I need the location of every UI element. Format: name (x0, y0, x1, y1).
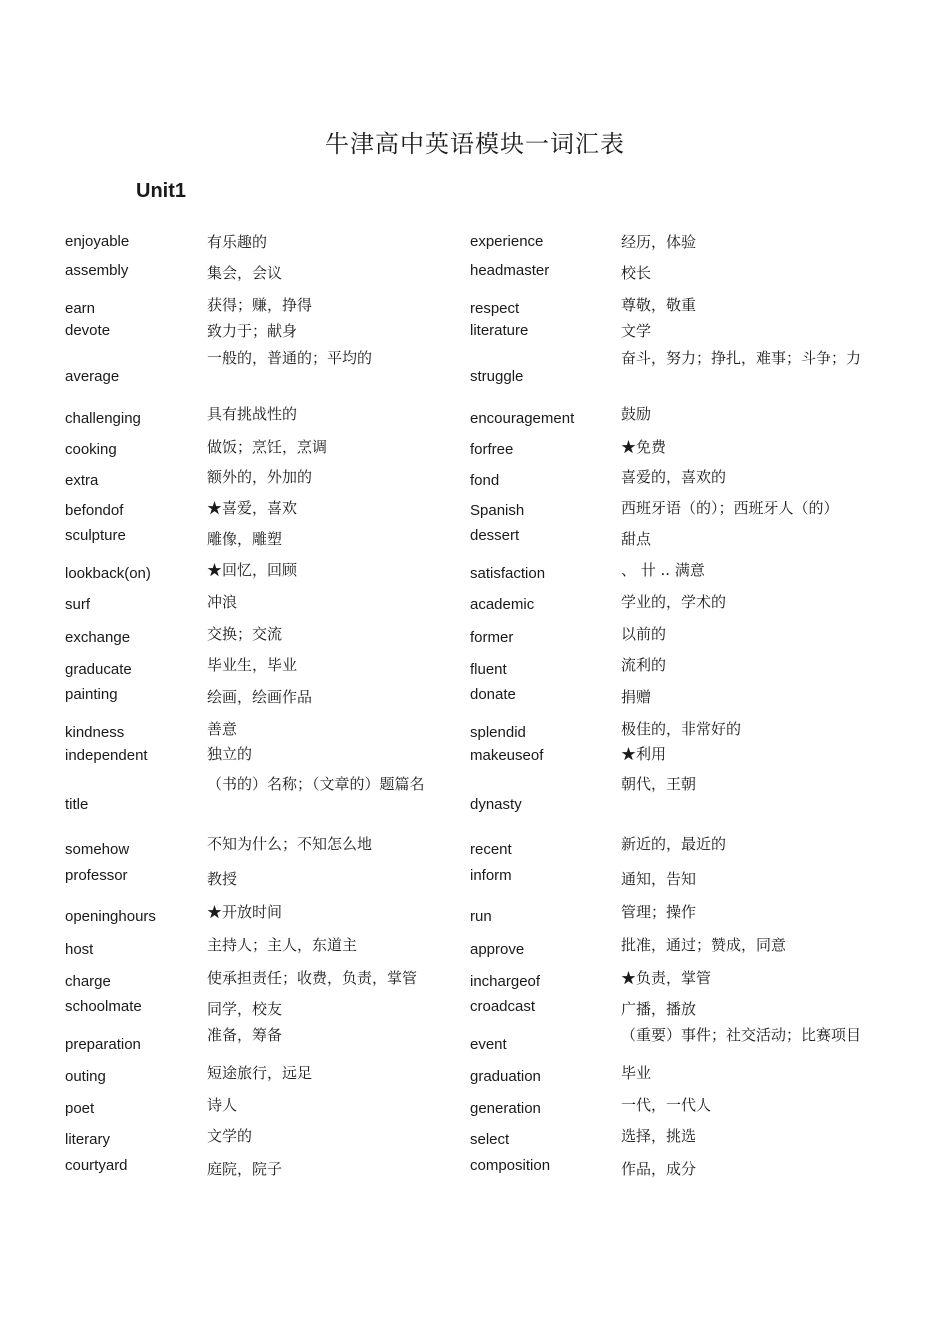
right-chinese-meaning: 作品，成分 (621, 1160, 697, 1178)
left-english-word: host (65, 941, 94, 958)
left-chinese-meaning: 做饭；烹饪，烹调 (207, 438, 328, 456)
right-english-word: encouragement (470, 410, 575, 427)
left-chinese-meaning: 独立的 (207, 745, 253, 763)
right-english-word: satisfaction (470, 565, 546, 582)
right-english-word: headmaster (470, 262, 550, 279)
right-chinese-meaning: 校长 (621, 264, 652, 282)
right-english-word: croadcast (470, 998, 536, 1015)
right-english-word: respect (470, 300, 520, 317)
right-english-word: academic (470, 596, 535, 613)
left-chinese-meaning: 获得；赚，挣得 (207, 296, 313, 314)
left-english-word: enjoyable (65, 233, 130, 250)
left-english-word: courtyard (65, 1157, 128, 1174)
left-chinese-meaning: 具有挑战性的 (207, 405, 298, 423)
left-chinese-meaning: 同学，校友 (207, 1000, 283, 1018)
right-chinese-meaning: 西班牙语（的）；西班牙人（的） (621, 499, 839, 517)
left-english-word: lookback(on) (65, 565, 151, 582)
right-english-word: experience (470, 233, 544, 250)
left-english-word: charge (65, 973, 111, 990)
left-chinese-meaning: ★喜爱，喜欢 (207, 499, 298, 517)
right-english-word: donate (470, 686, 516, 703)
right-chinese-meaning: 批准，通过；赞成，同意 (621, 936, 787, 954)
right-chinese-meaning: 极佳的，非常好的 (621, 720, 742, 738)
right-english-word: generation (470, 1100, 541, 1117)
left-english-word: openinghours (65, 908, 156, 925)
left-chinese-meaning: 绘画，绘画作品 (207, 688, 313, 706)
right-chinese-meaning: 通知，告知 (621, 870, 697, 888)
right-english-word: inform (470, 867, 512, 884)
left-chinese-meaning: 一般的，普通的；平均的 (207, 349, 373, 367)
right-english-word: former (470, 629, 514, 646)
left-english-word: outing (65, 1068, 106, 1085)
right-english-word: forfree (470, 441, 514, 458)
right-chinese-meaning: 学业的，学术的 (621, 593, 727, 611)
left-english-word: graducate (65, 661, 132, 678)
right-english-word: dessert (470, 527, 520, 544)
left-english-word: earn (65, 300, 96, 317)
right-chinese-meaning: 鼓励 (621, 405, 652, 423)
left-chinese-meaning: ★开放时间 (207, 903, 283, 921)
right-english-word: inchargeof (470, 973, 541, 990)
right-chinese-meaning: ★免费 (621, 438, 667, 456)
left-chinese-meaning: 准备，筹备 (207, 1026, 283, 1044)
right-chinese-meaning: 一代，一代人 (621, 1096, 712, 1114)
left-english-word: kindness (65, 724, 125, 741)
left-english-word: surf (65, 596, 91, 613)
right-chinese-meaning: 管理；操作 (621, 903, 697, 921)
left-chinese-meaning: 善意 (207, 720, 238, 738)
left-chinese-meaning: 不知为什么；不知怎么地 (207, 835, 373, 853)
right-chinese-meaning: 、 卄 .. 满意 (621, 561, 705, 579)
left-english-word: cooking (65, 441, 117, 458)
left-chinese-meaning: 毕业生，毕业 (207, 656, 298, 674)
left-chinese-meaning: 冲浪 (207, 593, 238, 611)
left-english-word: sculpture (65, 527, 126, 544)
left-english-word: professor (65, 867, 128, 884)
right-chinese-meaning: ★利用 (621, 745, 667, 763)
left-chinese-meaning: 集会，会议 (207, 264, 283, 282)
right-chinese-meaning: 新近的，最近的 (621, 835, 727, 853)
left-english-word: poet (65, 1100, 95, 1117)
right-chinese-meaning: 以前的 (621, 625, 667, 643)
left-english-word: preparation (65, 1036, 141, 1053)
right-english-word: literature (470, 322, 529, 339)
right-english-word: Spanish (470, 502, 525, 519)
page-title: 牛津高中英语模块一词汇表 (325, 130, 625, 158)
left-chinese-meaning: 交换；交流 (207, 625, 283, 643)
left-chinese-meaning: 庭院，院子 (207, 1160, 283, 1178)
right-chinese-meaning: （重要）事件；社交活动；比赛项目 (621, 1026, 862, 1044)
right-english-word: approve (470, 941, 525, 958)
left-chinese-meaning: 使承担责任；收费，负责，掌管 (207, 969, 418, 987)
left-chinese-meaning: ★回忆，回顾 (207, 561, 298, 579)
left-english-word: extra (65, 472, 99, 489)
right-english-word: struggle (470, 368, 524, 385)
left-chinese-meaning: 短途旅行，远足 (207, 1064, 313, 1082)
left-english-word: befondof (65, 502, 124, 519)
left-chinese-meaning: 教授 (207, 870, 238, 888)
right-chinese-meaning: 广播，播放 (621, 1000, 697, 1018)
right-english-word: event (470, 1036, 507, 1053)
right-chinese-meaning: 选择，挑选 (621, 1127, 697, 1145)
right-chinese-meaning: 文学 (621, 322, 652, 340)
right-english-word: composition (470, 1157, 551, 1174)
right-english-word: fond (470, 472, 500, 489)
left-english-word: average (65, 368, 120, 385)
right-english-word: makeuseof (470, 747, 544, 764)
left-english-word: schoolmate (65, 998, 142, 1015)
right-english-word: dynasty (470, 796, 522, 813)
left-chinese-meaning: 文学的 (207, 1127, 253, 1145)
right-chinese-meaning: 甜点 (621, 530, 652, 548)
left-english-word: title (65, 796, 89, 813)
left-chinese-meaning: 致力于；献身 (207, 322, 298, 340)
left-english-word: challenging (65, 410, 141, 427)
right-english-word: splendid (470, 724, 526, 741)
right-chinese-meaning: 流利的 (621, 656, 667, 674)
right-english-word: graduation (470, 1068, 541, 1085)
left-english-word: literary (65, 1131, 111, 1148)
left-chinese-meaning: （书的）名称；（文章的）题篇名 (207, 775, 425, 793)
left-english-word: painting (65, 686, 118, 703)
right-chinese-meaning: 尊敬，敬重 (621, 296, 697, 314)
left-chinese-meaning: 雕像，雕塑 (207, 530, 283, 548)
right-chinese-meaning: 毕业 (621, 1064, 652, 1082)
right-chinese-meaning: ★负责，掌管 (621, 969, 712, 987)
left-chinese-meaning: 有乐趣的 (207, 233, 268, 251)
right-chinese-meaning: 捐赠 (621, 688, 652, 706)
left-english-word: exchange (65, 629, 131, 646)
left-english-word: assembly (65, 262, 129, 279)
right-english-word: run (470, 908, 492, 925)
left-english-word: independent (65, 747, 148, 764)
left-chinese-meaning: 诗人 (207, 1096, 238, 1114)
unit-heading: Unit1 (136, 180, 186, 202)
right-english-word: select (470, 1131, 510, 1148)
right-chinese-meaning: 奋斗，努力；挣扎，难事；斗争；力 (621, 349, 862, 367)
right-english-word: fluent (470, 661, 507, 678)
right-chinese-meaning: 朝代，王朝 (621, 775, 697, 793)
right-chinese-meaning: 喜爱的，喜欢的 (621, 468, 727, 486)
left-chinese-meaning: 额外的，外加的 (207, 468, 313, 486)
left-chinese-meaning: 主持人；主人，东道主 (207, 936, 358, 954)
left-english-word: somehow (65, 841, 130, 858)
right-chinese-meaning: 经历，体验 (621, 233, 697, 251)
right-english-word: recent (470, 841, 512, 858)
left-english-word: devote (65, 322, 111, 339)
